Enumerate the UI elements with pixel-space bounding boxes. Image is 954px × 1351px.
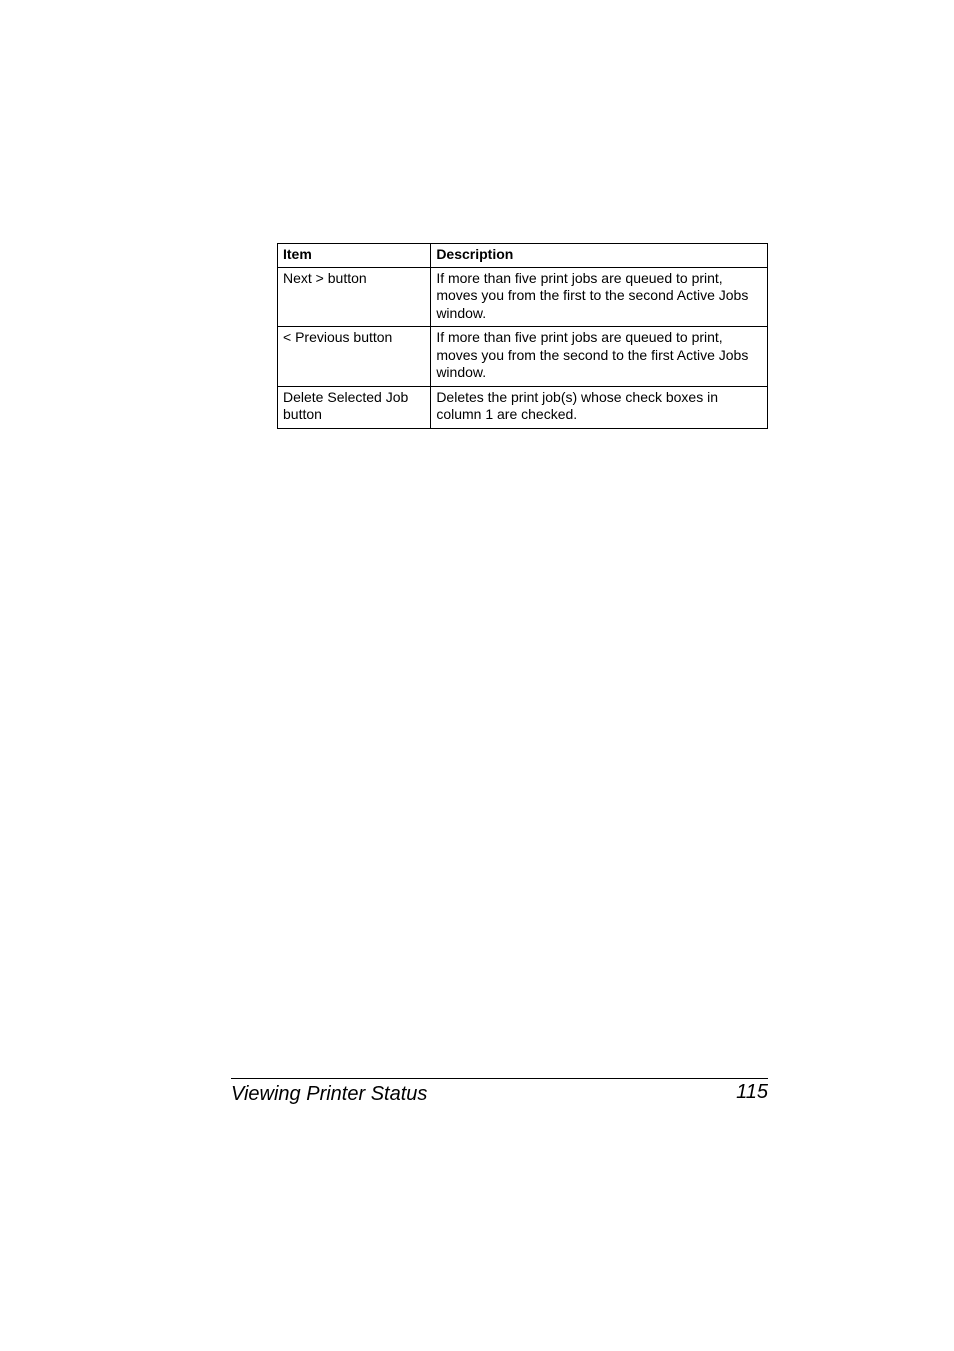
row-description: If more than five print jobs are queued to print, moves you from the second to the first Active Jobs window.	[431, 327, 768, 387]
table-row	[278, 267, 768, 327]
row-item: Delete Selected Job button	[278, 386, 431, 428]
description-table	[277, 243, 768, 429]
row-item: Next > button	[278, 267, 431, 327]
table-row	[278, 327, 768, 387]
row-description: Deletes the print job(s) whose check boxes in column 1 are checked.	[431, 386, 768, 428]
page-number: 115	[736, 1081, 768, 1103]
row-description: If more than five print jobs are queued to print, moves you from the first to the second Active Jobs window.	[431, 267, 768, 327]
table-header-row	[278, 244, 768, 268]
header-description: Description	[431, 244, 768, 268]
header-item: Item	[278, 244, 431, 268]
row-item: < Previous button	[278, 327, 431, 387]
table-row	[278, 386, 768, 428]
footer-divider	[231, 1078, 768, 1079]
footer-section-title: Viewing Printer Status	[231, 1083, 428, 1105]
